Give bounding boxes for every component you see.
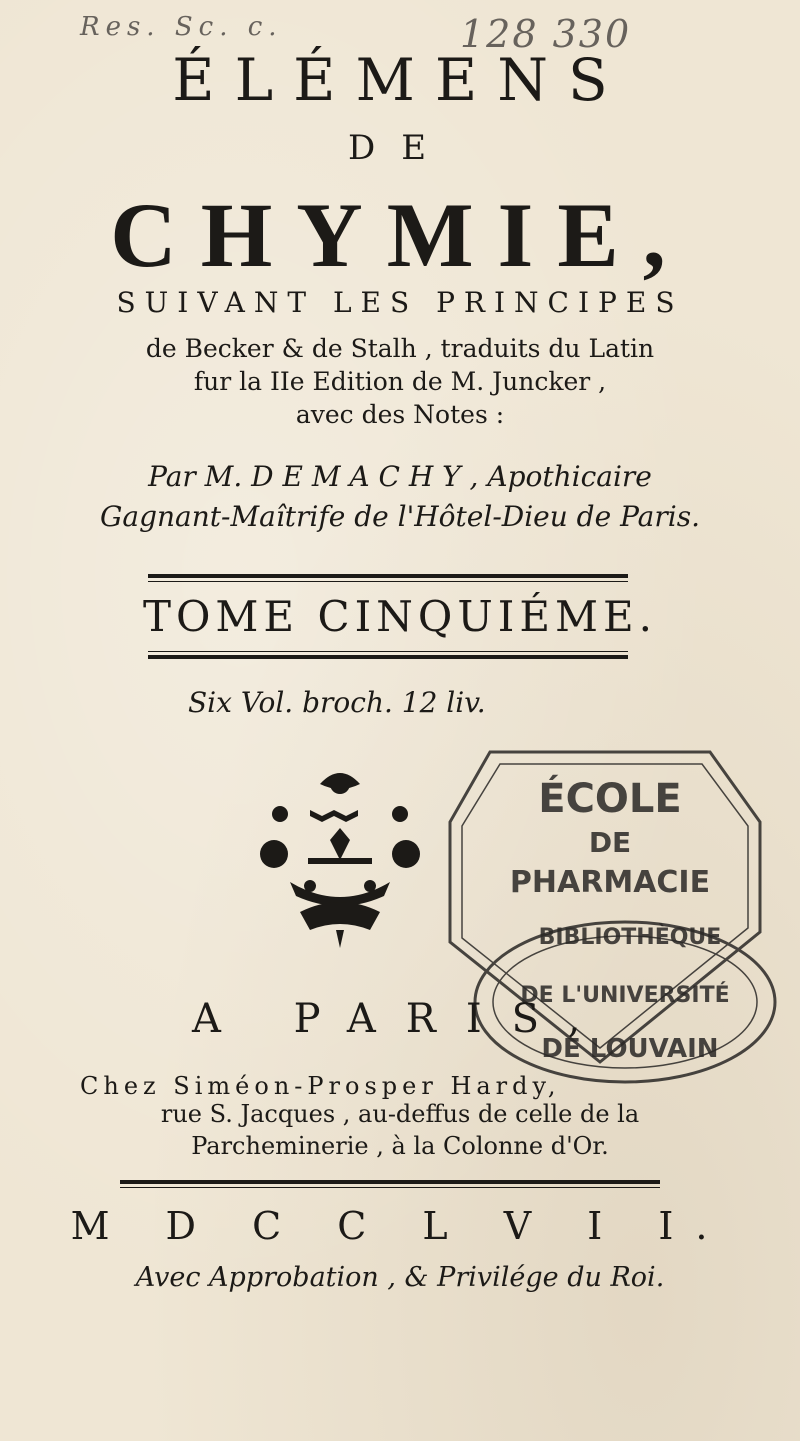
stamp-text: BIBLIOTHÈQUE bbox=[538, 925, 722, 950]
stamp-text: DE LOUVAIN bbox=[541, 1034, 719, 1064]
imprint-printer: Chez Siméon-Prosper Hardy, bbox=[80, 1072, 561, 1100]
privilege-line: Avec Approbation , & Privilége du Roi. bbox=[135, 1262, 665, 1293]
author-line: Par M. D E M A C H Y , Apothicaire bbox=[148, 460, 652, 493]
divider-rule bbox=[148, 581, 628, 582]
handwritten-note: Res. Sc. c. bbox=[80, 12, 283, 42]
divider-rule bbox=[120, 1187, 660, 1188]
subtitle-line: avec des Notes : bbox=[295, 400, 505, 429]
stamp-text: PHARMACIE bbox=[509, 865, 711, 900]
divider-rule bbox=[148, 574, 628, 578]
handwritten-shelfmark: 128 330 bbox=[460, 12, 632, 56]
title-line-chymie: CHYMIE, bbox=[110, 184, 690, 286]
stamp-text: DE bbox=[588, 826, 632, 859]
subtitle-line: fur la IIe Edition de M. Juncker , bbox=[193, 367, 607, 396]
price-note: Six Vol. broch. 12 liv. bbox=[188, 686, 486, 719]
title-line-de: DE bbox=[347, 128, 453, 168]
author-line: Gagnant-Maîtrife de l'Hôtel-Dieu de Paris. bbox=[100, 500, 700, 533]
divider-rule bbox=[120, 1180, 660, 1184]
imprint-city: A PARIS, bbox=[192, 996, 611, 1042]
imprint-year: M D C C L V I I. bbox=[70, 1204, 730, 1248]
imprint-address: Parcheminerie , à la Colonne d'Or. bbox=[191, 1132, 609, 1160]
library-stamp bbox=[430, 712, 780, 1102]
divider-rule bbox=[148, 651, 628, 652]
imprint-address: rue S. Jacques , au-deffus de celle de la bbox=[160, 1100, 640, 1128]
stamp-text: DE L'UNIVERSITÉ bbox=[520, 983, 730, 1008]
printer-ornament-icon bbox=[250, 762, 430, 952]
subtitle-line: SUIVANT LES PRINCIPES bbox=[116, 286, 684, 319]
title-line-elemens: ÉLÉMENS bbox=[172, 46, 628, 114]
volume-label: TOME CINQUIÉME. bbox=[142, 592, 658, 641]
stamp-text: ÉCOLE bbox=[538, 776, 682, 822]
divider-rule bbox=[148, 655, 628, 659]
subtitle-line: de Becker & de Stalh , traduits du Latin bbox=[145, 334, 655, 363]
